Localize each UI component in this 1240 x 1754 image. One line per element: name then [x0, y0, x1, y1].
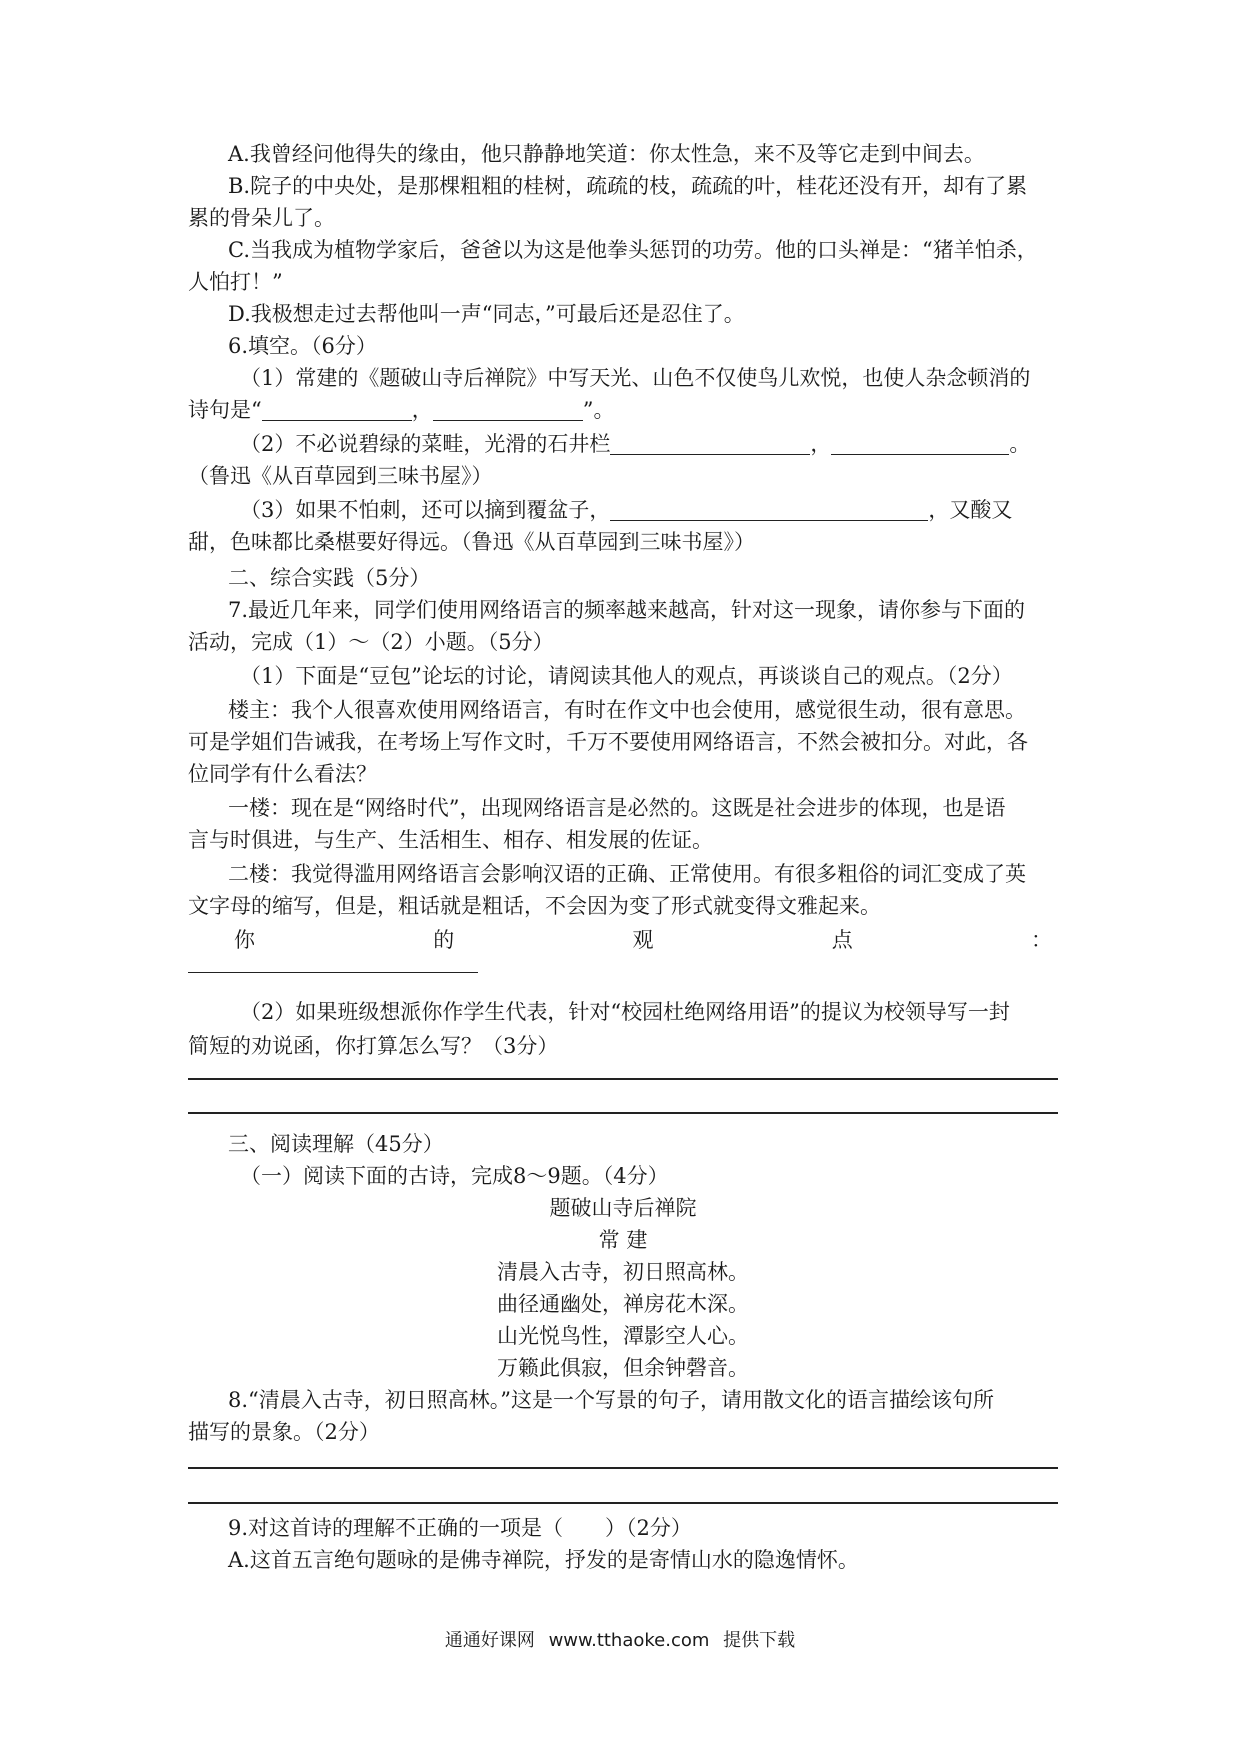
q7-intro-cont: 活动，完成（1）～（2）小题。（5分）: [188, 630, 554, 654]
q6-sub2-prefix: （2）不必说碧绿的菜畦，光滑的石井栏: [240, 432, 611, 456]
footer-tail: 提供下载: [723, 1630, 796, 1651]
q7-part2: （2）如果班级想派你作学生代表，针对“校园杜绝网络用语”的提议为校领导写一封: [240, 1000, 1010, 1024]
q6-sub3-prefix: （3）如果不怕刺，还可以摘到覆盆子，: [240, 498, 611, 522]
q6-sub2-comma: ，: [810, 432, 832, 456]
answer-blank[interactable]: [262, 398, 412, 421]
answer-line[interactable]: [188, 1078, 1058, 1080]
forum-host-post-cont: 可是学姐们告诫我，在考场上写作文时，千万不要使用网络语言，不然会被扣分。对此，各: [188, 730, 1028, 754]
q7-part1: （1）下面是“豆包”论坛的讨论，请阅读其他人的观点，再谈谈自己的观点。（2分）: [240, 664, 1013, 688]
forum-floor2-post: 二楼：我觉得滥用网络语言会影响汉语的正确、正常使用。有很多粗俗的词汇变成了英: [228, 862, 1026, 886]
your-view-prompt: [234, 924, 1052, 956]
section-3-title: 三、阅读理解（45分）: [228, 1132, 444, 1156]
poem-line: 曲径通幽处，禅房花木深。: [497, 1292, 749, 1316]
q6-title: 6.填空。（6分）: [228, 334, 377, 358]
forum-host-post-cont: 位同学有什么看法？: [188, 762, 377, 786]
q5-option-b: B.院子的中央处，是那棵粗粗的桂树，疏疏的枝，疏疏的叶，桂花还没有开，却有了累: [228, 174, 1028, 198]
answer-line[interactable]: [188, 1112, 1058, 1114]
forum-host-post: 楼主：我个人很喜欢使用网络语言，有时在作文中也会使用，感觉很生动，很有意思。: [228, 698, 1026, 722]
q8-prompt-cont: 描写的景象。（2分）: [188, 1420, 380, 1444]
footer-url[interactable]: www.tthaoke.com: [548, 1630, 710, 1651]
answer-blank[interactable]: [831, 432, 1009, 455]
q6-sub1-suffix: ”。: [582, 398, 615, 422]
q6-sub3-suffix: ，又酸又: [928, 498, 1013, 522]
q6-sub1-blanks: [188, 394, 1058, 426]
page-footer: [0, 1626, 1240, 1652]
poem-title: 题破山寺后禅院: [549, 1196, 697, 1220]
poem-author: 常 建: [598, 1228, 648, 1252]
prompt-char: 的: [433, 928, 455, 952]
forum-floor2-post-cont: 文字母的缩写，但是，粗话就是粗话，不会因为变了形式就变得文雅起来。: [188, 894, 881, 918]
answer-line[interactable]: [188, 1467, 1058, 1469]
q5-option-d: D.我极想走过去帮他叫一声“同志，”可最后还是忍住了。: [228, 302, 745, 326]
poem-line: 山光悦鸟性，潭影空人心。: [497, 1324, 749, 1348]
q9-prompt: 9.对这首诗的理解不正确的一项是（ ）（2分）: [228, 1516, 692, 1540]
q6-sub3-cont: 甜，色味都比桑椹要好得远。（鲁迅《从百草园到三味书屋》）: [188, 530, 755, 554]
q6-sub1-comma: ，: [411, 398, 433, 422]
poem-line: 清晨入古寺，初日照高林。: [497, 1260, 749, 1284]
q9-option-a: A.这首五言绝句题咏的是佛寺禅院，抒发的是寄情山水的隐逸情怀。: [228, 1548, 859, 1572]
forum-floor1-post-cont: 言与时俱进，与生产、生活相生、相存、相发展的佐证。: [188, 828, 713, 852]
q6-sub1-prefix: 诗句是“: [188, 398, 262, 422]
q6-sub2-source: （鲁迅《从百草园到三味书屋》）: [188, 464, 493, 488]
q7-part2-cont: 简短的劝说函，你打算怎么写？（3分）: [188, 1034, 559, 1058]
prompt-char: 点: [831, 928, 853, 952]
q5-option-c: C.当我成为植物学家后，爸爸以为这是他拳头惩罚的功劳。他的口头禅是：“猪羊怕杀，: [228, 238, 1038, 262]
forum-floor1-post: 一楼：现在是“网络时代”，出现网络语言是必然的。这既是社会进步的体现，也是语: [228, 796, 1006, 820]
q6-sub2-suffix: 。: [1009, 432, 1031, 456]
answer-line[interactable]: [188, 972, 478, 973]
prompt-char: 你: [234, 928, 255, 952]
footer-site-name: 通通好课网: [444, 1630, 535, 1651]
q6-sub2: [240, 428, 1058, 460]
answer-line[interactable]: [188, 1502, 1058, 1504]
q7-intro: 7.最近几年来，同学们使用网络语言的频率越来越高，针对这一现象，请你参与下面的: [228, 598, 1026, 622]
answer-blank[interactable]: [433, 398, 583, 421]
prompt-char: 观: [632, 928, 654, 952]
q5-option-b-cont: 累的骨朵儿了。: [188, 206, 335, 230]
q8-prompt: 8.“清晨入古寺，初日照高林。”这是一个写景的句子，请用散文化的语言描绘该句所: [228, 1388, 995, 1412]
poem-line: 万籁此俱寂，但余钟磬音。: [497, 1356, 749, 1380]
prompt-char: ：: [1031, 928, 1052, 952]
reading-part1-instruction: （一）阅读下面的古诗，完成8～9题。（4分）: [240, 1164, 669, 1188]
answer-blank[interactable]: [610, 498, 928, 521]
q5-option-a: A.我曾经问他得失的缘由，他只静静地笑道：你太性急，来不及等它走到中间去。: [228, 142, 985, 166]
section-2-title: 二、综合实践（5分）: [228, 566, 431, 590]
q5-option-c-cont: 人怕打！”: [188, 270, 283, 294]
q6-sub3: [240, 494, 1058, 526]
answer-blank[interactable]: [610, 432, 810, 455]
q6-sub1: （1）常建的《题破山寺后禅院》中写天光、山色不仅使鸟儿欢悦，也使人杂念顿消的: [240, 366, 1031, 390]
